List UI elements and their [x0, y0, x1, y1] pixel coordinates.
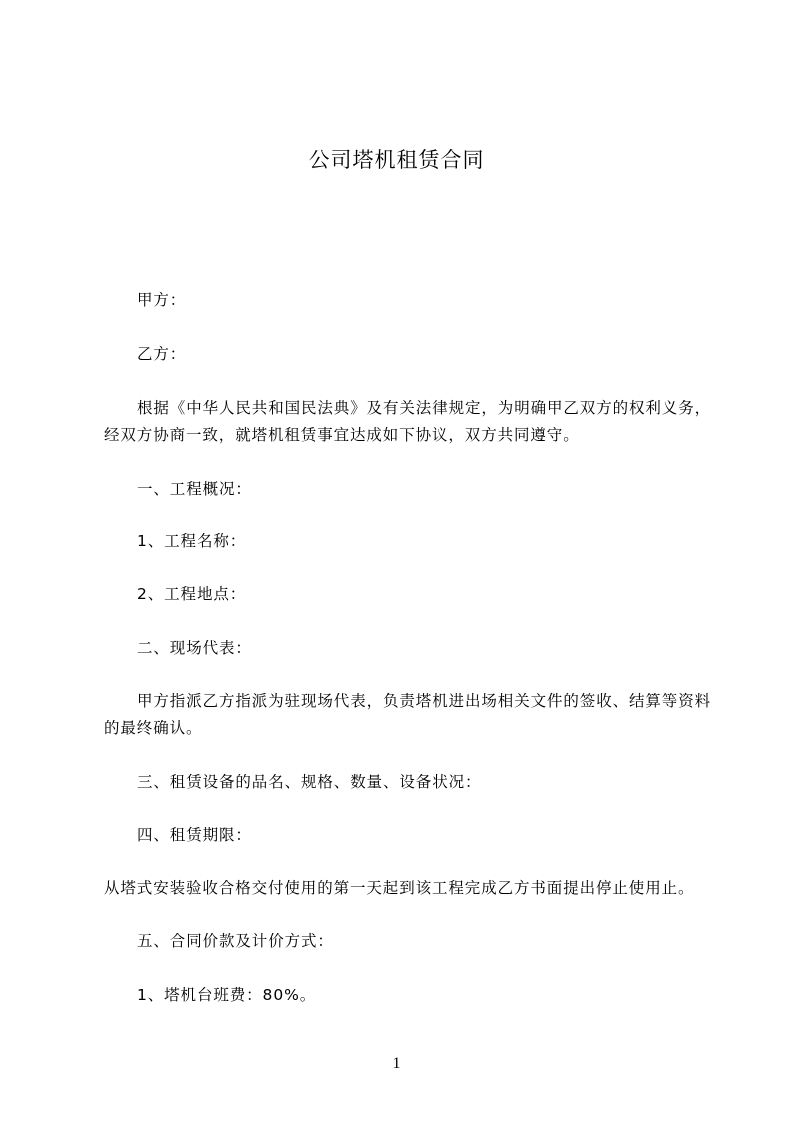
page-number: 1: [392, 1055, 401, 1072]
intro-line-1: 根据《中华人民共和国民法典》及有关法律规定，为明确甲乙双方的权利义务，: [137, 399, 712, 417]
project-location: 2、工程地点：: [137, 585, 247, 603]
party-a-label: 甲方：: [137, 291, 187, 309]
section-2-line-1: 甲方指派乙方指派为驻现场代表，负责塔机进出场相关文件的签收、结算等资料: [137, 692, 712, 710]
section-5-heading: 五、合同价款及计价方式：: [137, 932, 334, 950]
section-2-heading: 二、现场代表：: [137, 639, 252, 657]
document-title: 公司塔机租赁合同: [308, 148, 485, 172]
section-2-line-2: 的最终确认。: [104, 719, 203, 737]
project-name: 1、工程名称：: [137, 532, 247, 550]
intro-line-2: 经双方协商一致，就塔机租赁事宜达成如下协议，双方共同遵守。: [104, 426, 580, 444]
section-3-heading: 三、租赁设备的品名、规格、数量、设备状况：: [137, 773, 482, 791]
section-1-heading: 一、工程概况：: [137, 480, 252, 498]
section-5-item-1: 1、塔机台班费：80%。: [137, 986, 317, 1004]
section-4-text: 从塔式安装验收合格交付使用的第一天起到该工程完成乙方书面提出停止使用止。: [104, 879, 695, 897]
party-b-label: 乙方：: [137, 345, 187, 363]
section-4-heading: 四、租赁期限：: [137, 826, 252, 844]
